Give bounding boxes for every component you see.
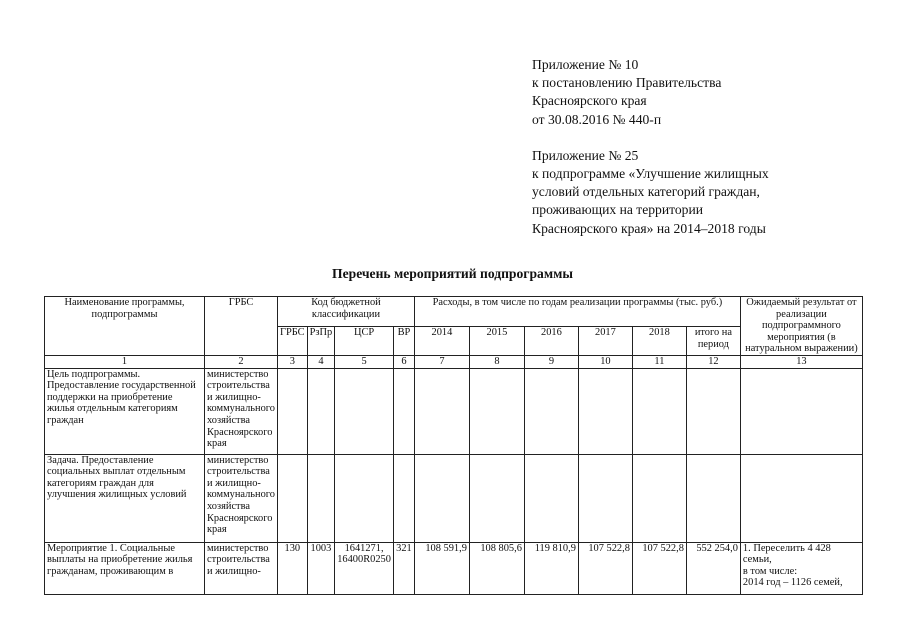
row-csr	[335, 368, 394, 454]
annex-block	[532, 56, 769, 238]
header-budget-code: Код бюджетной классификации	[278, 297, 415, 327]
header-2017: 2017	[578, 327, 632, 356]
annex-line: Красноярского края» на 2014–2018 годы	[532, 220, 766, 236]
row-grbs: министерство строительства и жилищно-коммунального хозяйства Красноярского края	[205, 368, 278, 454]
column-number: 10	[578, 355, 632, 368]
annex-line: Приложение № 10	[532, 57, 639, 72]
header-name: Наименование программы, подпрограммы	[45, 297, 205, 356]
header-2016: 2016	[524, 327, 578, 356]
row-2018	[632, 454, 686, 542]
row-2016	[524, 454, 578, 542]
header-rzpr: РзПр	[307, 327, 335, 356]
column-number: 7	[414, 355, 469, 368]
row-2014	[414, 368, 469, 454]
annex-line: проживающих на территории	[532, 202, 704, 218]
row-2014	[414, 454, 469, 542]
header-2014: 2014	[414, 327, 469, 356]
row-2016: 119 810,9	[524, 542, 578, 594]
table-row	[45, 542, 863, 594]
row-2018: 107 522,8	[632, 542, 686, 594]
row-grbs: министерство строительства и жилищно-коммунального хозяйства Красноярского края	[205, 454, 278, 542]
row-2015: 108 805,6	[469, 542, 524, 594]
row-result: 1. Переселить 4 428 семьи, в том числе: 2014 год – 1126 семей,	[740, 542, 862, 594]
annex-line: от 30.08.2016 № 440-п	[532, 111, 662, 127]
column-number: 5	[335, 355, 394, 368]
row-grbs-code: 130	[278, 542, 308, 594]
annex-line: Приложение № 25	[532, 147, 639, 163]
document-title: Перечень мероприятий подпрограммы	[332, 266, 573, 281]
row-vr	[393, 368, 414, 454]
annex-line: Красноярского края	[532, 93, 647, 109]
row-total: 552 254,0	[686, 542, 740, 594]
row-vr	[393, 454, 414, 542]
row-result	[740, 368, 862, 454]
row-2016	[524, 368, 578, 454]
header-2015: 2015	[469, 327, 524, 356]
activities-table	[44, 296, 863, 595]
column-number: 4	[307, 355, 335, 368]
row-name: Задача. Предоставление социальных выплат отдельным категориям граждан для улучшения жилищных условий	[45, 454, 205, 542]
row-grbs-code	[278, 454, 308, 542]
table-row	[45, 454, 863, 542]
row-csr: 1641271, 16400R0250	[335, 542, 394, 594]
row-total	[686, 454, 740, 542]
row-name: Мероприятие 1. Социальные выплаты на приобретение жилья гражданам, проживающим в	[45, 542, 205, 594]
column-number: 2	[205, 355, 278, 368]
header-grbs: ГРБС	[205, 297, 278, 356]
column-number: 1	[45, 355, 205, 368]
header-vr: ВР	[393, 327, 414, 356]
row-2018	[632, 368, 686, 454]
row-2015	[469, 368, 524, 454]
header-expenses: Расходы, в том числе по годам реализации программы (тыс. руб.)	[414, 297, 740, 327]
header-result: Ожидаемый результат от реализации подпрограммного мероприятия (в натуральном выражении)	[740, 297, 862, 356]
row-name: Цель подпрограммы. Предоставление государственной поддержки на приобретение жилья отдельным категориям граждан	[45, 368, 205, 454]
row-rzpr: 1003	[307, 542, 335, 594]
column-number: 13	[740, 355, 862, 368]
header-2018: 2018	[632, 327, 686, 356]
table-row	[45, 368, 863, 454]
row-rzpr	[307, 368, 335, 454]
row-2014: 108 591,9	[414, 542, 469, 594]
annex-line: условий отдельных категорий граждан,	[532, 184, 760, 200]
row-2017	[578, 454, 632, 542]
annex-line: к постановлению Правительства	[532, 75, 722, 91]
row-rzpr	[307, 454, 335, 542]
row-total	[686, 368, 740, 454]
column-number: 9	[524, 355, 578, 368]
column-number: 6	[393, 355, 414, 368]
column-number: 12	[686, 355, 740, 368]
column-number-row	[45, 355, 863, 368]
row-grbs: министерство строительства и жилищно-	[205, 542, 278, 594]
header-total: итого на период	[686, 327, 740, 356]
header-grbs-code: ГРБС	[278, 327, 308, 356]
column-number: 3	[278, 355, 308, 368]
row-grbs-code	[278, 368, 308, 454]
column-number: 8	[469, 355, 524, 368]
row-result	[740, 454, 862, 542]
row-vr: 321	[393, 542, 414, 594]
row-csr	[335, 454, 394, 542]
annex-line: к подпрограмме «Улучшение жилищных	[532, 166, 769, 182]
row-2015	[469, 454, 524, 542]
row-2017	[578, 368, 632, 454]
column-number: 11	[632, 355, 686, 368]
row-2017: 107 522,8	[578, 542, 632, 594]
header-csr: ЦСР	[335, 327, 394, 356]
